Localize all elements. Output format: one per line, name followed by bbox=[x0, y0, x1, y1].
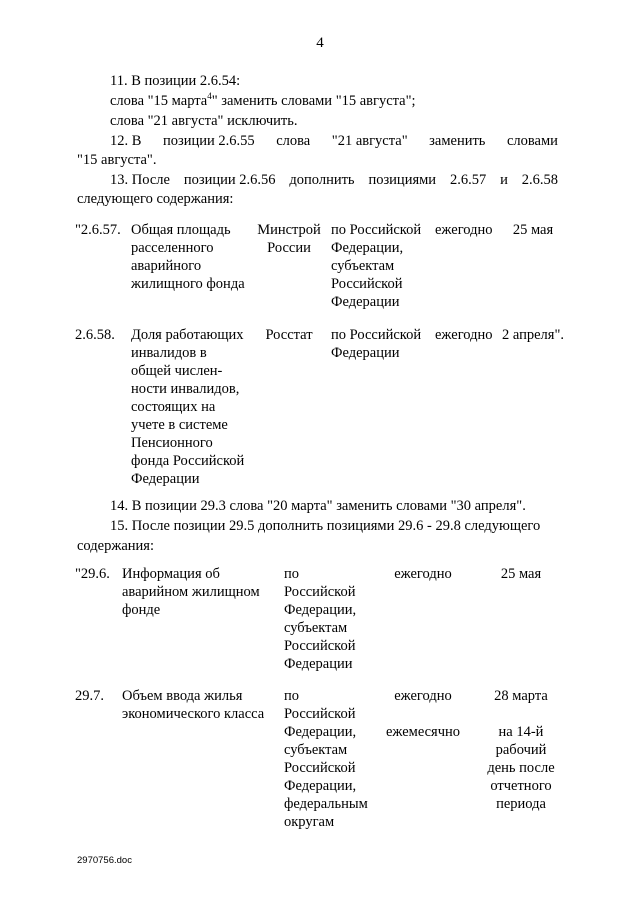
deadline: 25 мая bbox=[512, 222, 554, 238]
data-level: Федерации bbox=[331, 345, 400, 361]
indicator-name: аварийного bbox=[131, 258, 202, 274]
data-level: округам bbox=[284, 814, 335, 830]
responsible-agency: России bbox=[267, 240, 311, 256]
indicator-name: инвалидов в bbox=[131, 345, 207, 361]
data-level: по Российской bbox=[331, 327, 422, 343]
row-number: "2.6.57. bbox=[75, 222, 121, 238]
word: позициями bbox=[368, 172, 437, 188]
word: и bbox=[500, 172, 508, 188]
deadline: рабочий bbox=[495, 742, 547, 758]
item-15-line-1: 15. После позиции 29.5 дополнить позициями 29.6 - 29.8 следующего bbox=[110, 518, 541, 534]
data-level: Российской bbox=[284, 638, 356, 654]
indicator-name: расселенного bbox=[131, 240, 214, 256]
indicator-name: фонде bbox=[122, 602, 161, 618]
data-level: субъектам bbox=[331, 258, 395, 274]
word: 2.6.57 bbox=[449, 172, 487, 188]
periodicity: ежегодно bbox=[394, 566, 452, 582]
deadline: на 14-й bbox=[498, 724, 544, 740]
data-level: Российской bbox=[284, 706, 356, 722]
item-13-line-2: следующего содержания: bbox=[77, 191, 234, 207]
periodicity: ежемесячно bbox=[385, 724, 461, 740]
row-number: "29.6. bbox=[75, 566, 110, 582]
data-level: субъектам bbox=[284, 620, 348, 636]
word: 12. В bbox=[110, 133, 142, 149]
row-number: 29.7. bbox=[75, 688, 104, 704]
indicator-name: жилищного фонда bbox=[131, 276, 245, 292]
item-14: 14. В позиции 29.3 слова "20 марта" заменить словами "30 апреля". bbox=[110, 498, 526, 514]
periodicity: ежегодно bbox=[394, 688, 452, 704]
indicator-name: состоящих на bbox=[131, 399, 216, 415]
word: позиции 2.6.56 bbox=[183, 172, 276, 188]
indicator-name: Информация об bbox=[122, 566, 220, 582]
indicator-name: аварийном жилищном bbox=[122, 584, 260, 600]
data-level: федеральным bbox=[284, 796, 368, 812]
deadline: 2 апреля". bbox=[501, 327, 564, 343]
indicator-name: Федерации bbox=[131, 471, 200, 487]
word: слова bbox=[276, 133, 311, 149]
indicator-name: Объем ввода жилья bbox=[122, 688, 243, 704]
indicator-name: фонда Российской bbox=[131, 453, 245, 469]
document-filename: 2970756.doc bbox=[77, 855, 132, 866]
data-level: Российской bbox=[284, 584, 356, 600]
data-level: по bbox=[284, 688, 300, 704]
data-level: Федерации bbox=[331, 294, 400, 310]
item-13-line-1 bbox=[110, 171, 558, 189]
deadline: 28 марта bbox=[494, 688, 548, 704]
word: заменить bbox=[429, 133, 486, 149]
data-level: Российской bbox=[284, 760, 356, 776]
data-level: Российской bbox=[331, 276, 403, 292]
row-number: 2.6.58. bbox=[75, 327, 115, 343]
indicator-name: общей числен- bbox=[131, 363, 223, 379]
indicator-name: Пенсионного bbox=[131, 435, 213, 451]
page-number: 4 bbox=[316, 35, 324, 51]
item-11-heading: 11. В позиции 2.6.54: bbox=[110, 73, 241, 89]
deadline: периода bbox=[496, 796, 546, 812]
indicator-name: ности инвалидов, bbox=[131, 381, 240, 397]
data-level: Федерации, bbox=[284, 724, 357, 740]
data-level: Федерации, bbox=[284, 602, 357, 618]
data-level: по Российской bbox=[331, 222, 422, 238]
data-level: Федерации, bbox=[284, 778, 357, 794]
word: "21 августа" bbox=[331, 133, 408, 149]
indicator-name: учете в системе bbox=[131, 417, 228, 433]
indicator-name: экономического класса bbox=[122, 706, 265, 722]
word: позиции 2.6.55 bbox=[162, 133, 255, 149]
item-12-line-1 bbox=[110, 132, 558, 150]
word: 2.6.58 bbox=[521, 172, 558, 188]
word: дополнить bbox=[289, 172, 355, 188]
responsible-agency: Росстат bbox=[265, 327, 313, 343]
item-11-line-2 bbox=[110, 92, 416, 110]
deadline: отчетного bbox=[490, 778, 552, 794]
indicator-name: Общая площадь bbox=[131, 222, 231, 238]
word: словами bbox=[506, 133, 558, 149]
data-level: субъектам bbox=[284, 742, 348, 758]
item-12-line-2: "15 августа". bbox=[77, 152, 157, 168]
item-11-line-3: слова "21 августа" исключить. bbox=[110, 113, 298, 129]
deadline: 25 мая bbox=[500, 566, 542, 582]
indicator-name: Доля работающих bbox=[131, 327, 244, 343]
responsible-agency: Минстрой bbox=[257, 222, 321, 238]
word: 13. После bbox=[110, 172, 170, 188]
data-level: Федерации, bbox=[331, 240, 404, 256]
periodicity: ежегодно bbox=[435, 222, 493, 238]
periodicity: ежегодно bbox=[435, 327, 493, 343]
item-11-line-2-end: " заменить словами "15 августа"; bbox=[211, 93, 416, 109]
deadline: день после bbox=[487, 760, 555, 776]
item-15-line-2: содержания: bbox=[77, 538, 155, 554]
data-level: Федерации bbox=[284, 656, 353, 672]
footnote-marker: 4 bbox=[207, 91, 212, 101]
data-level: по bbox=[284, 566, 300, 582]
item-11-line-2-start: слова "15 марта bbox=[110, 93, 208, 109]
